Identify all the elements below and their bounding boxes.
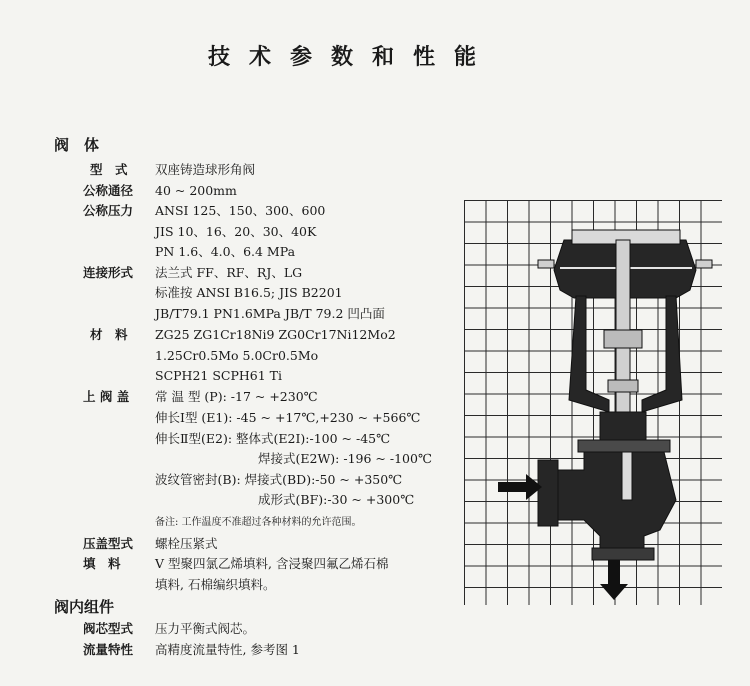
valve-diagram <box>464 200 722 605</box>
value-pressure-line: ANSI 125、150、300、600 <box>155 203 326 218</box>
value-material-line: 1.25Cr0.5Mo 5.0Cr0.5Mo <box>155 348 319 363</box>
section-trim: 阀内组件 <box>54 598 115 616</box>
value-material-line: SCPH21 SCPH61 Ti <box>155 368 282 383</box>
page-title: 技术参数和性能 <box>208 45 496 70</box>
label-packing: 填 料 <box>83 556 121 571</box>
value-bonnet-line: 成形式(BF):-30 ~ +300℃ <box>258 492 415 507</box>
valve-illustration <box>538 230 712 560</box>
value-bonnet-line: 常 温 型 (P): -17 ~ +230℃ <box>155 389 318 404</box>
label-nominal-pressure: 公称压力 <box>83 203 134 218</box>
value-pressure-line: PN 1.6、4.0、6.4 MPa <box>155 244 296 259</box>
label-type: 型 式 <box>90 162 128 177</box>
value-flow-characteristic: 高精度流量特性, 参考图 1 <box>155 642 300 657</box>
label-nominal-size: 公称通径 <box>83 183 134 198</box>
label-connection: 连接形式 <box>83 265 134 280</box>
value-nominal-size: 40 ~ 200mm <box>155 183 237 198</box>
value-plug-type: 压力平衡式阀芯。 <box>155 621 256 636</box>
value-bonnet-line: 伸长Ⅰ型 (E1): -45 ~ +17℃,+230 ~ +566℃ <box>155 410 421 425</box>
section-valve-body: 阀 体 <box>54 136 100 154</box>
value-packing-line: 填料, 石棉编织填料。 <box>155 577 276 592</box>
value-packing-line: V 型聚四氯乙烯填料, 含浸聚四氟乙烯石棉 <box>155 556 389 571</box>
bonnet-note: 备注: 工作温度不准超过各种材料的允许范围。 <box>155 517 362 528</box>
value-connection-line: 标准按 ANSI B16.5; JIS B2201 <box>155 285 343 300</box>
value-bonnet-line: 伸长Ⅱ型(E2): 整体式(E2I):-100 ~ -45℃ <box>155 431 391 446</box>
label-plug-type: 阀芯型式 <box>83 621 134 636</box>
value-type: 双座铸造球形角阀 <box>155 162 256 177</box>
value-bonnet-line: 焊接式(E2W): -196 ~ -100℃ <box>258 451 432 466</box>
value-material-line: ZG25 ZG1Cr18Ni9 ZG0Cr17Ni12Mo2 <box>155 327 396 342</box>
inlet-flow-arrow <box>498 474 542 500</box>
label-bonnet: 上 阀 盖 <box>83 389 130 404</box>
label-gland: 压盖型式 <box>83 536 134 551</box>
label-material: 材 料 <box>90 327 128 342</box>
value-pressure-line: JIS 10、16、20、30、40K <box>155 224 317 239</box>
value-connection-line: 法兰式 FF、RF、RJ、LG <box>155 265 303 280</box>
value-connection-line: JB/T79.1 PN1.6MPa JB/T 79.2 凹凸面 <box>155 306 385 321</box>
value-bonnet-line: 波纹管密封(B): 焊接式(BD):-50 ~ +350℃ <box>155 472 403 487</box>
value-gland: 螺栓压紧式 <box>155 536 218 551</box>
label-flow-characteristic: 流量特性 <box>83 642 134 657</box>
